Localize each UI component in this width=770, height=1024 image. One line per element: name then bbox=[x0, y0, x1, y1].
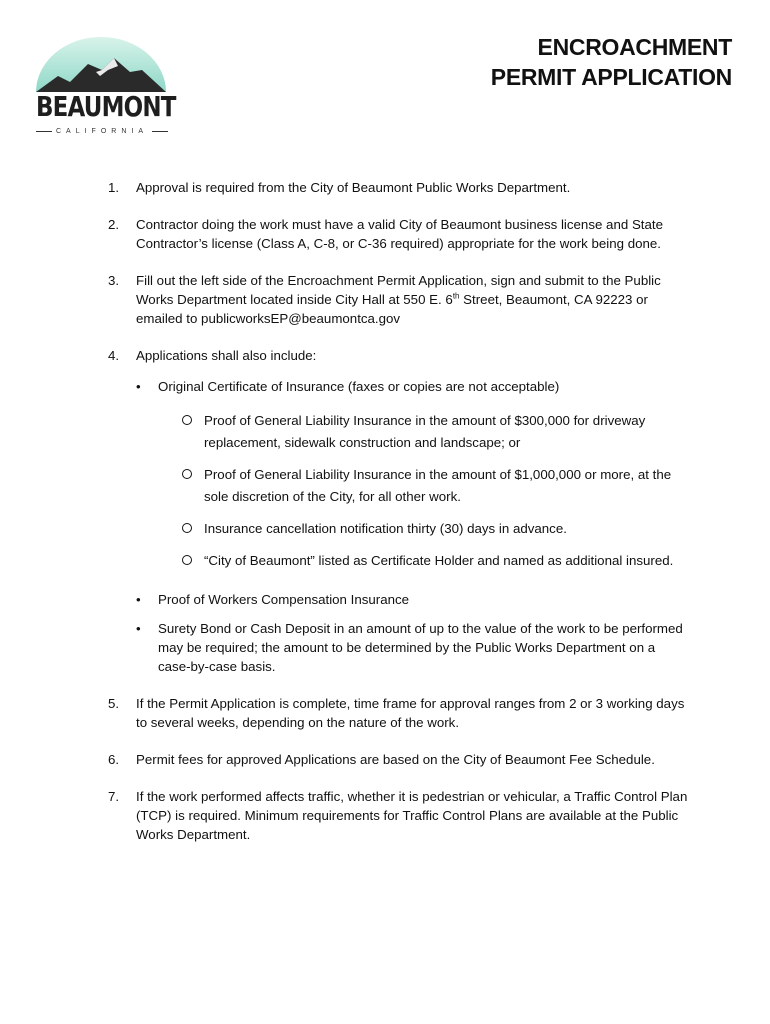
bullet-item: • Surety Bond or Cash Deposit in an amount of up to the value of the work to be performed may be required; the amount to be determined by the Public Works Department on a case-by-case basis. bbox=[136, 621, 683, 674]
logo-wordmark: BEAUMONT bbox=[36, 90, 176, 123]
bullet-icon: • bbox=[136, 379, 141, 394]
bullet-list bbox=[130, 377, 688, 676]
sub-item: Proof of General Liability Insurance in the amount of $300,000 for driveway replacement, sidewalk construction and landscape; or bbox=[176, 410, 688, 454]
sub-list bbox=[176, 410, 688, 572]
list-item-6: 6. Permit fees for approved Applications are based on the City of Beaumont Fee Schedule. bbox=[108, 752, 655, 767]
list-item-2: 2. Contractor doing the work must have a valid City of Beaumont business license and State Contractor’s license (Class A, C-8, or C-36 required) appropriate for the work being done. bbox=[108, 217, 663, 251]
circle-bullet-icon bbox=[182, 469, 192, 479]
bullet-item: • Original Certificate of Insurance (faxes or copies are not acceptable) Proof of General Liability Insurance in the amount of $300,000 for driveway replacement, sidewalk construction and landscape; or Proof of General Liability Insurance in the amount of $1,000,000 or more, at the sole discretion of the City, for all other work. Insurance cancellation notification thirty (30) days in advance. “City of Beaumont” listed as Certificate Holder and named as additional insured. bbox=[130, 377, 688, 572]
sub-item: Proof of General Liability Insurance in the amount of $1,000,000 or more, at the sole discretion of the City, for all other work. bbox=[176, 464, 688, 508]
instructions-list bbox=[108, 178, 688, 862]
circle-bullet-icon bbox=[182, 523, 192, 533]
sub-item: “City of Beaumont” listed as Certificate Holder and named as additional insured. bbox=[176, 550, 688, 572]
list-item-7: 7. If the work performed affects traffic, whether it is pedestrian or vehicular, a Traffic Control Plan (TCP) is required. Minimum requirements for Traffic Control Plans are available at the Public Works Department. bbox=[108, 789, 688, 842]
page-title: ENCROACHMENT PERMIT APPLICATION bbox=[490, 34, 732, 90]
bullet-icon: • bbox=[136, 621, 141, 636]
bullet-item: • Proof of Workers Compensation Insurance bbox=[136, 592, 410, 607]
list-item-4: 4. Applications shall also include: • Original Certificate of Insurance (faxes or copies are not acceptable) Proof of General Liability Insurance in the amount of $300,000 for driveway replacement, sidewalk construction and landscape; or Proof of General Liability Insurance in the amount of $1,000,000 or more, at the sole discretion of the City, for all other work. Insurance cancellation notification thirty (30) days in advance. “City of Beaumont” listed as Certificate Holder and named as additional insured. • Proof of Workers Compensation Insurance • Surety Bond or Cash Deposit in an amount of up to the value of the work to be performed may be required; the amount to be determined by the Public Works Department on a case-by-case basis. bbox=[108, 346, 688, 676]
sub-item: Insurance cancellation notification thirty (30) days in advance. bbox=[176, 518, 688, 540]
circle-bullet-icon bbox=[182, 555, 192, 565]
list-item-3: 3. Fill out the left side of the Encroachment Permit Application, sign and submit to the Public Works Department located inside City Hall at 550 E. 6th Street, Beaumont, CA 92223 or emailed to publicworksEP@beaumontca.gov bbox=[108, 273, 661, 326]
logo-subtitle: CALIFORNIA bbox=[36, 128, 168, 135]
list-item-5: 5. If the Permit Application is complete, time frame for approval ranges from 2 or 3 working days to several weeks, depending on the nature of the work. bbox=[108, 696, 685, 730]
beaumont-logo bbox=[30, 36, 172, 140]
bullet-icon: • bbox=[136, 592, 141, 607]
circle-bullet-icon bbox=[182, 415, 192, 425]
list-item-1: 1. Approval is required from the City of Beaumont Public Works Department. bbox=[108, 180, 571, 195]
